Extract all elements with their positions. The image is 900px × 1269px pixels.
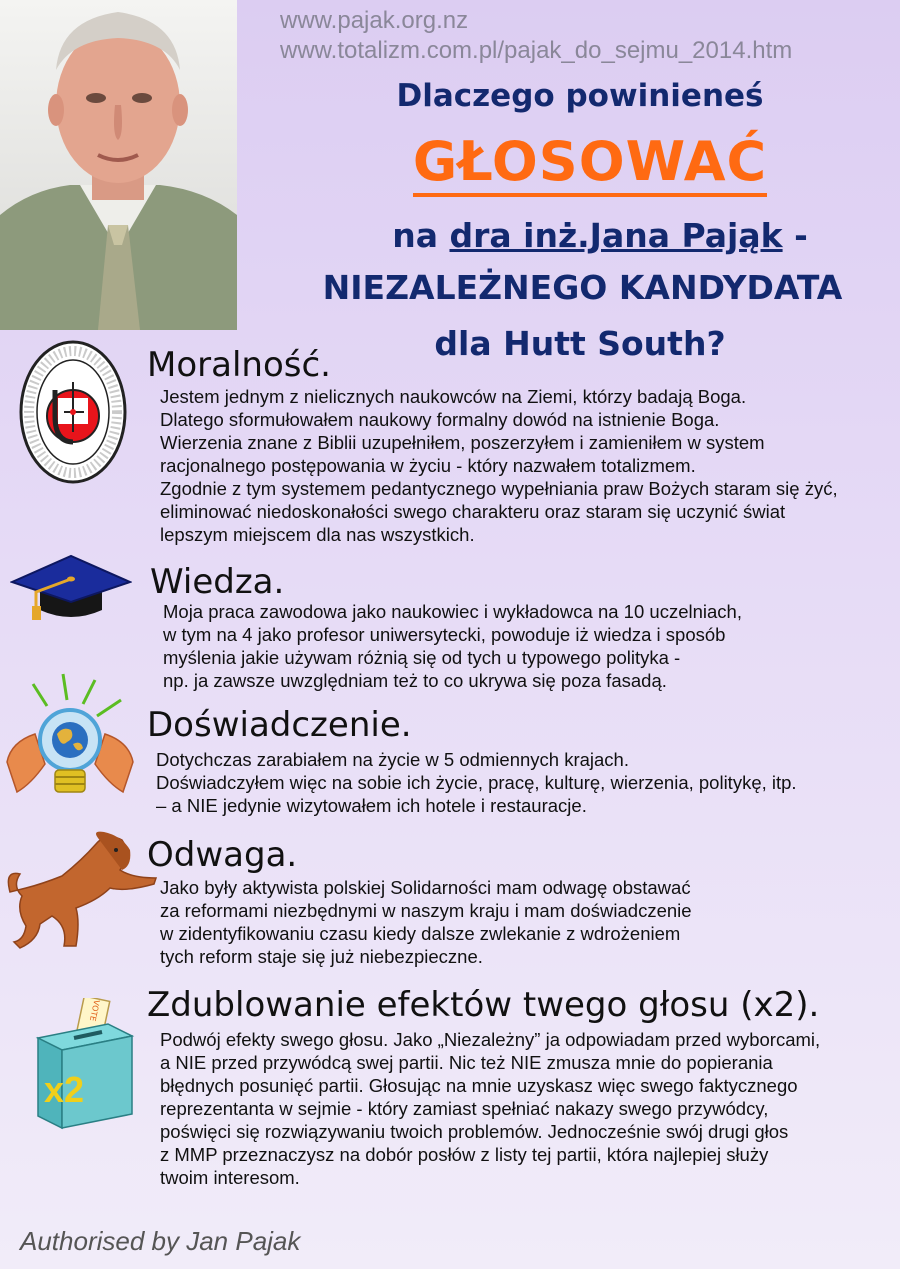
body-line: Jako były aktywista polskiej Solidarności mam odwagę obstawać [160,877,691,898]
body-line: Doświadczyłem więc na sobie ich życie, pracę, kulturę, wierzenia, politykę, itp. [156,772,797,793]
ballot-paper-text: VOTE [87,998,102,1022]
body-line: w zidentyfikowaniu czasu kiedy dalsze zwlekanie z wdrożeniem [160,923,681,944]
body-line: twoim interesom. [160,1167,300,1188]
section-title-courage: Odwaga. [147,835,298,875]
body-line: a NIE przed przywódcą swej partii. Nic też NIE zmusza mnie do popierania [160,1052,773,1073]
body-line: eliminować niedoskonałości swego charakteru oraz staram się uczynić świat [160,501,786,522]
headline-candidate [300,216,900,255]
candidate-name-link[interactable]: dra inż.Jana Pająk [449,216,783,255]
candidate-portrait [0,0,237,330]
url-pajak[interactable]: www.pajak.org.nz [280,7,469,34]
authorisation-footer: Authorised by Jan Pajak [20,1226,301,1256]
body-line: racjonalnego postępowania w życiu - który nazwałem totalizmem. [160,455,696,476]
headline-candidate-prefix: na [392,216,450,255]
graduation-cap-icon [10,552,132,624]
totalizm-logo-icon [18,338,128,486]
section-title-morality: Moralność. [147,345,331,385]
body-line: błędnych posunięć partii. Głosując na mnie uzyskasz więc swego faktycznego [160,1075,798,1096]
body-line: lepszym miejscem dla nas wszystkich. [160,524,475,545]
section-body-courage [160,876,692,968]
lightbulb-globe-icon [5,672,135,804]
body-line: Moja praca zawodowa jako naukowiec i wykładowca na 10 uczelniach, [163,601,742,622]
section-body-morality [160,385,838,546]
ballot-box-icon [30,998,140,1132]
section-body-knowledge [163,600,742,692]
body-line: Jestem jednym z nielicznych naukowców na Ziemi, którzy badają Boga. [160,386,747,407]
headline-vote [330,130,850,193]
headline-independent: NIEZALEŻNEGO KANDYDATA [322,268,843,307]
body-line: Dotychczas zarabiałem na życie w 5 odmiennych krajach. [156,749,629,770]
lion-icon [2,830,160,950]
section-title-knowledge: Wiedza. [150,562,285,602]
section-title-double-vote: Zdublowanie efektów twego głosu (x2). [147,985,820,1025]
headline-electorate: dla Hutt South? [434,324,726,363]
body-line: Wierzenia znane z Biblii uzupełniłem, poszerzyłem i zamieniłem w system [160,432,765,453]
headline-vote-text: GŁOSOWAĆ [413,130,767,197]
body-line: za reformami niezbędnymi w naszym kraju i mam doświadczenie [160,900,692,921]
body-line: z MMP przeznaczysz na dobór posłów z listy tej partii, która najlepiej służy [160,1144,769,1165]
website-urls [280,6,792,66]
body-line: w tym na 4 jako profesor uniwersytecki, powoduje iż wiedza i sposób [163,624,726,645]
body-line: – a NIE jedynie wizytowałem ich hotele i restauracje. [156,795,587,816]
body-line: Dlatego sformułowałem naukowy formalny dowód na istnienie Boga. [160,409,720,430]
section-body-experience [156,748,797,817]
section-body-double-vote [160,1028,820,1189]
ballot-box-label: x2 [44,1069,85,1110]
body-line: Zgodnie z tym systemem pedantycznego wypełniania praw Bożych staram się żyć, [160,478,838,499]
body-line: np. ja zawsze uwzględniam też to co ukrywa się poza fasadą. [163,670,667,691]
url-totalizm[interactable]: www.totalizm.com.pl/pajak_do_sejmu_2014.htm [280,37,793,64]
body-line: reprezentanta w sejmie - który zamiast spełniać nakazy swego przywódcy, [160,1098,769,1119]
headline-question: Dlaczego powinieneś [396,78,764,114]
body-line: tych reform staje się już niebezpieczne. [160,946,483,967]
body-line: poświęci się rozwiązywaniu twoich problemów. Jednocześnie swój drugi głos [160,1121,789,1142]
body-line: myślenia jakie używam różnią się od tych u typowego polityka - [163,647,681,668]
section-title-experience: Doświadczenie. [147,705,412,745]
body-line: Podwój efekty swego głosu. Jako „Niezależny” ja odpowiadam przed wyborcami, [160,1029,821,1050]
headline-candidate-suffix: - [782,216,808,255]
